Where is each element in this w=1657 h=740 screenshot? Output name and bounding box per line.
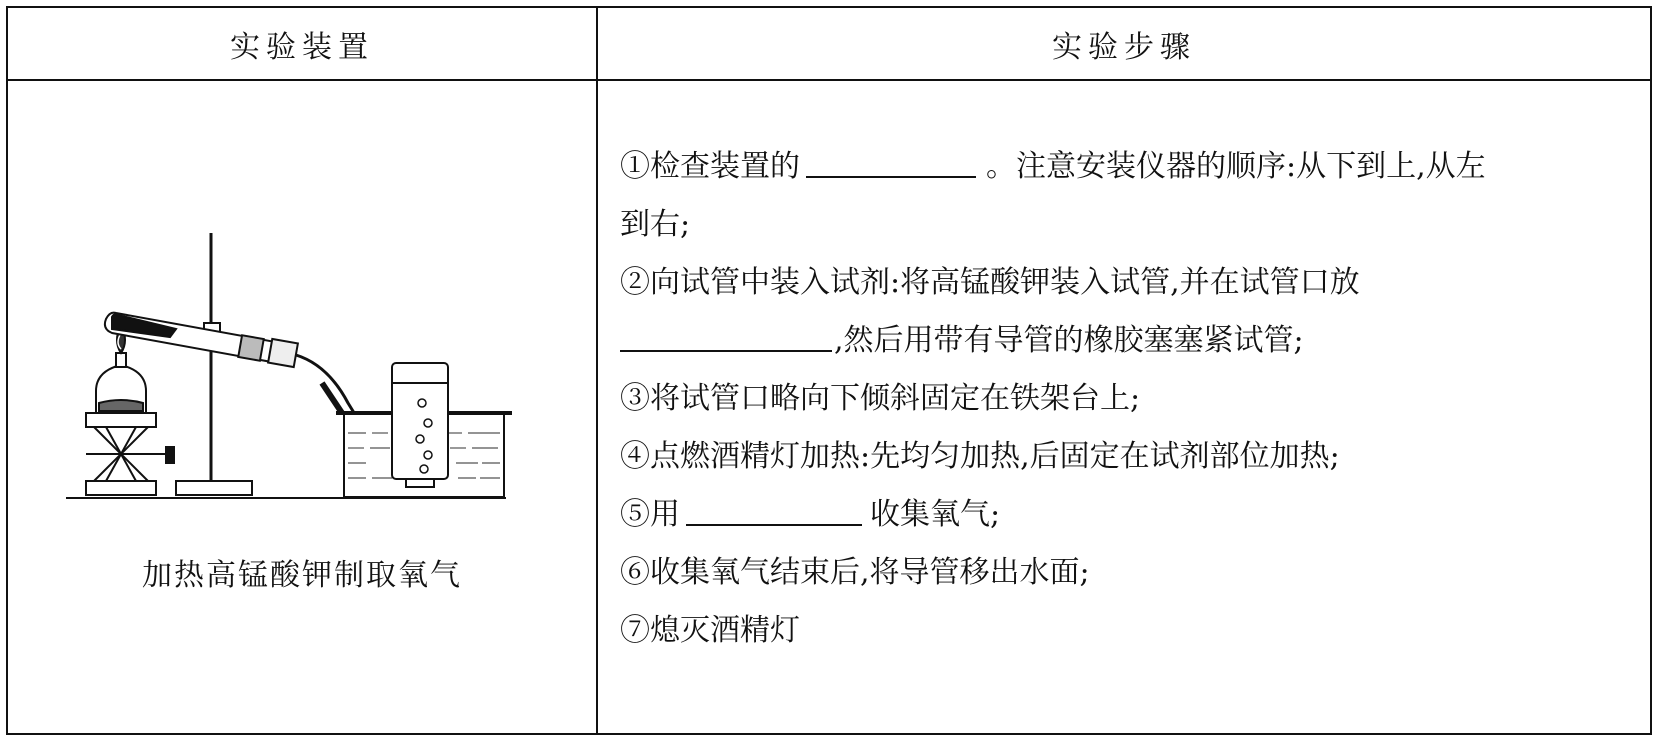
iron-stand <box>176 233 252 495</box>
header-apparatus: 实验装置 <box>230 29 374 65</box>
column-divider <box>596 8 598 733</box>
step-3: ③将试管口略向下倾斜固定在铁架台上; <box>620 381 1141 416</box>
apparatus-caption: 加热高锰酸钾制取氧气 <box>142 558 462 593</box>
step-1-text-a: ①检查装置的 <box>620 149 800 184</box>
experiment-table <box>6 6 1652 735</box>
step-2-text-b: ,然后用带有导管的橡胶塞塞紧试管; <box>834 323 1304 358</box>
apparatus-illustration <box>66 233 546 533</box>
fill-blank-1[interactable] <box>806 146 976 178</box>
header-divider <box>8 79 1650 81</box>
step-5-text-b: 收集氧气; <box>870 497 1001 532</box>
step-6: ⑥收集氧气结束后,将导管移出水面; <box>620 555 1090 590</box>
experiment-steps <box>620 138 1650 660</box>
step-5-text-a: ⑤用 <box>620 497 680 532</box>
step-2-continued <box>620 312 1650 370</box>
water-trough <box>336 363 512 497</box>
step-1-text-b: 。注意安装仪器的顺序:从下到上,从左 <box>986 149 1486 184</box>
step-7: ⑦熄灭酒精灯 <box>620 613 800 648</box>
lab-jack <box>86 413 174 495</box>
fill-blank-3[interactable] <box>686 494 862 526</box>
step-2: ②向试管中装入试剂:将高锰酸钾装入试管,并在试管口放 <box>620 265 1360 300</box>
step-1-continued: 到右; <box>620 207 691 242</box>
step-4: ④点燃酒精灯加热:先均匀加热,后固定在试剂部位加热; <box>620 439 1340 474</box>
step-5 <box>620 486 1650 544</box>
header-steps: 实验步骤 <box>1052 29 1196 65</box>
step-1 <box>620 138 1650 196</box>
fill-blank-2[interactable] <box>620 320 832 352</box>
